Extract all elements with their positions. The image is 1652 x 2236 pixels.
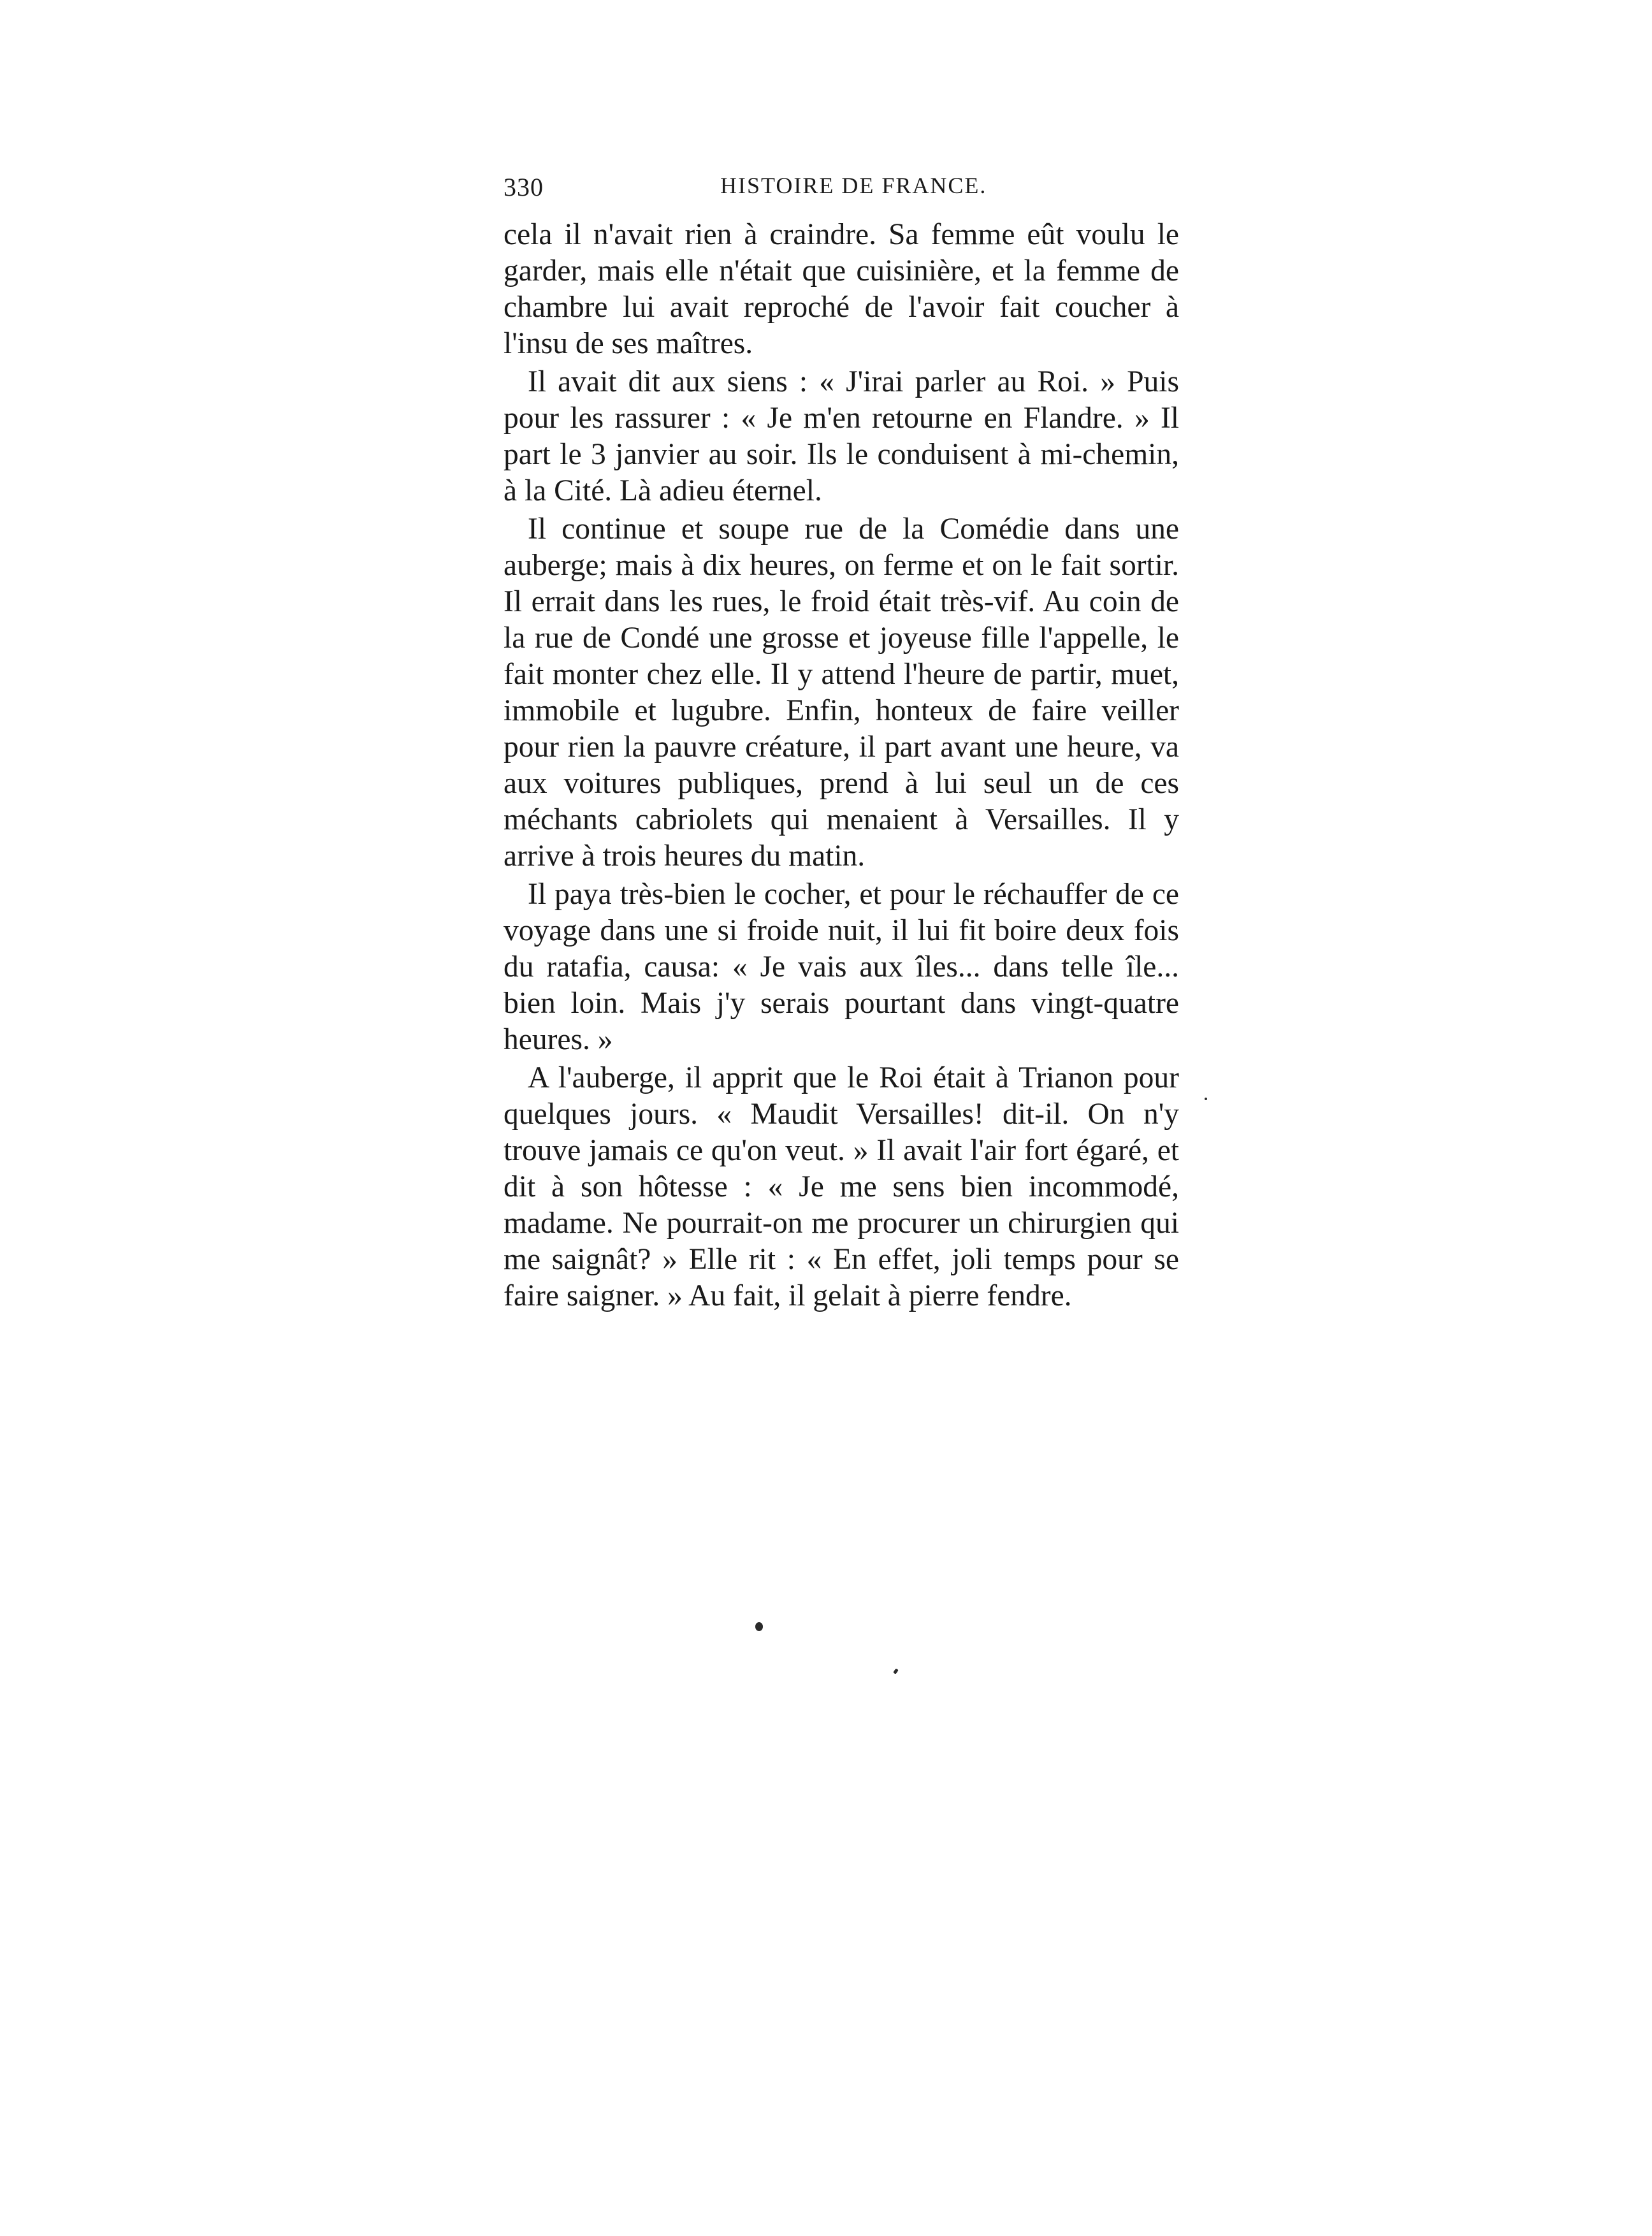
scan-speck — [755, 1622, 763, 1631]
scan-speck — [893, 1668, 899, 1674]
body-text — [504, 217, 1179, 1316]
page-header — [504, 172, 1179, 210]
paragraph: A l'auberge, il apprit que le Roi était à Trianon pour quelques jours. « Maudit Versailles! dit-il. On n'y trouve jamais ce qu'on veut. » Il avait l'air fort égaré, et dit à son hôtesse : « Je me sens bien incommodé, madame. Ne pourrait-on me procurer un chirurgien qui me saignât? » Elle rit : « En effet, joli temps pour se faire saigner. » Au fait, il gelait à pierre fendre. — [504, 1061, 1179, 1312]
page-number: 330 — [504, 173, 544, 201]
paragraph: Il continue et soupe rue de la Comédie dans une auberge; mais à dix heures, on ferme et on le fait sortir. Il errait dans les rues, le froid était très-vif. Au coin de la rue de Condé une grosse et joyeuse fille l'appelle, le fait monter chez elle. Il y attend l'heure de partir, muet, immobile et lugubre. Enfin, honteux de faire veiller pour rien la pauvre créature, il part avant une heure, va aux voitures publiques, prend à lui seul un de ces méchants cabriolets qui menaient à Versailles. Il y arrive à trois heures du matin. — [504, 512, 1179, 873]
paragraph: Il paya très-bien le cocher, et pour le réchauffer de ce voyage dans une si froide nuit, il lui fit boire deux fois du ratafia, causa: « Je vais aux îles... dans telle île... bien loin. Mais j'y serais pourtant dans vingt-quatre heures. » — [504, 878, 1179, 1056]
paragraph: cela il n'avait rien à craindre. Sa femme eût voulu le garder, mais elle n'était que cuisinière, et la femme de chambre lui avait reproché de l'avoir fait coucher à l'insu de ses maîtres. — [504, 218, 1179, 360]
running-title: HISTOIRE DE FRANCE. — [720, 173, 987, 198]
paragraph: Il avait dit aux siens : « J'irai parler au Roi. » Puis pour les rassurer : « Je m'en retourne en Flandre. » Il part le 3 janvier au soir. Ils le conduisent à mi-chemin, à la Cité. Là adieu éternel. — [504, 365, 1179, 507]
scan-speck — [1205, 1098, 1207, 1100]
